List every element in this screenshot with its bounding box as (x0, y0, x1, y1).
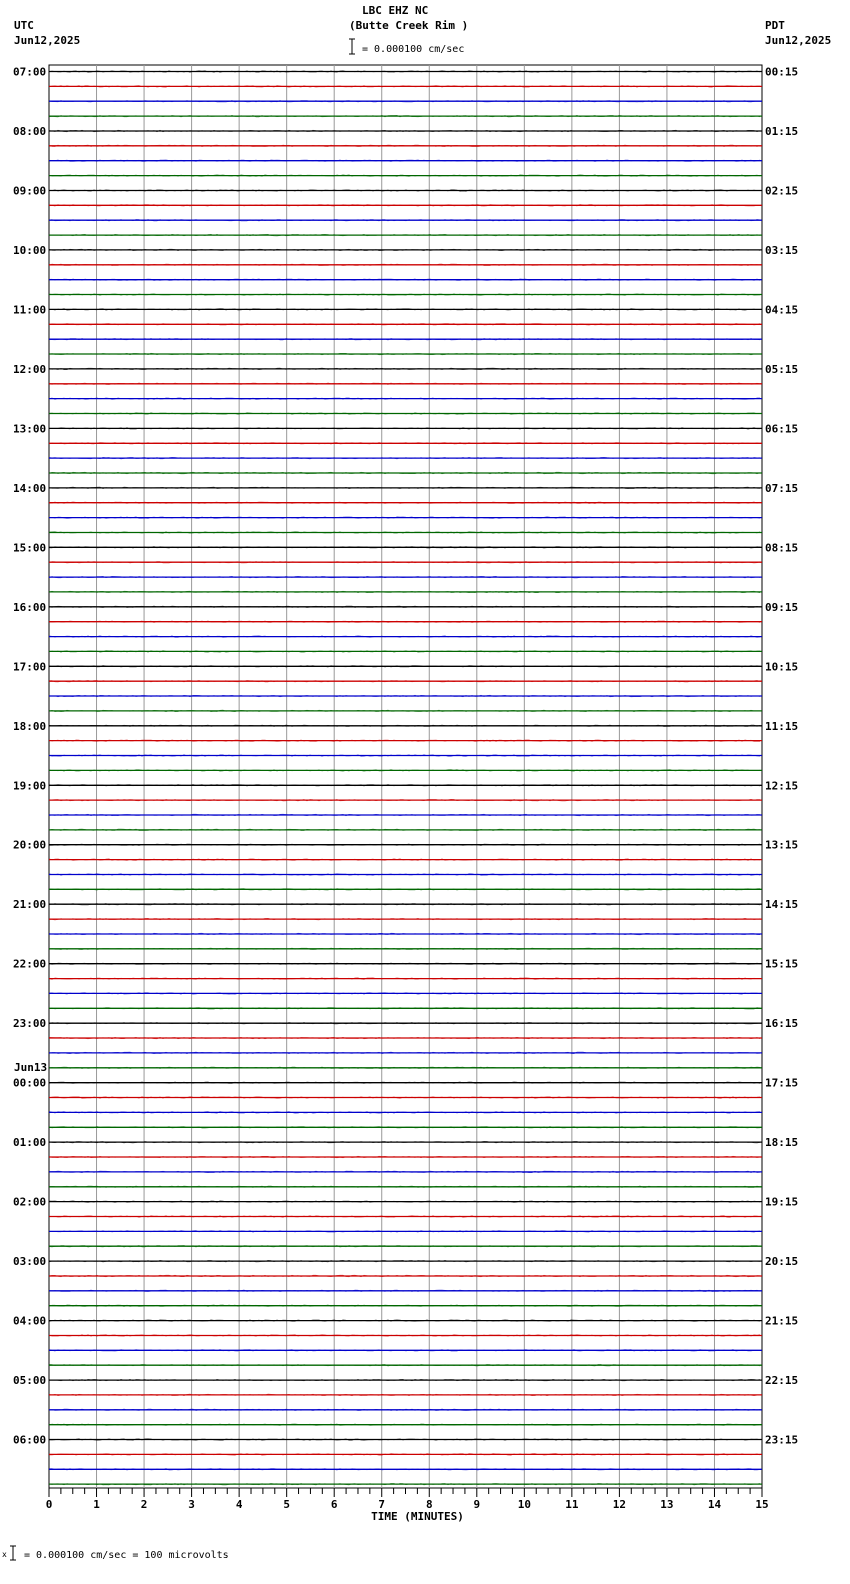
x-tick-label: 0 (45, 1498, 53, 1511)
utc-hour-label: 15:00 (13, 541, 47, 555)
utc-hour-label: 04:00 (13, 1314, 47, 1328)
pdt-hour-label: 04:15 (765, 303, 799, 317)
x-tick-label: 7 (378, 1498, 386, 1511)
pdt-hour-label: 08:15 (765, 541, 799, 555)
utc-hour-label: 20:00 (13, 838, 47, 852)
utc-hour-label: 14:00 (13, 481, 47, 495)
utc-hour-label: 09:00 (13, 184, 47, 198)
utc-hour-label: 08:00 (13, 125, 47, 138)
x-tick-label: 10 (517, 1498, 531, 1511)
utc-hour-label: 16:00 (13, 600, 47, 614)
x-tick-label: 4 (235, 1498, 243, 1511)
utc-hour-label: 05:00 (13, 1374, 47, 1388)
x-axis-label: TIME (MINUTES) (371, 1510, 464, 1523)
x-tick-label: 15 (755, 1498, 769, 1511)
pdt-hour-label: 21:15 (765, 1314, 799, 1328)
pdt-hour-label: 00:15 (765, 65, 799, 79)
utc-hour-label: 21:00 (13, 898, 47, 912)
station-title: LBC EHZ NC (362, 4, 429, 17)
pdt-hour-label: 15:15 (765, 957, 799, 971)
pdt-hour-label: 20:15 (765, 1255, 799, 1269)
x-tick-label: 3 (188, 1498, 195, 1511)
x-tick-label: 9 (473, 1498, 481, 1511)
pdt-hour-label: 18:15 (765, 1136, 799, 1150)
date-change-label: Jun13 (14, 1061, 48, 1074)
pdt-hour-label: 14:15 (765, 898, 799, 912)
pdt-hour-label: 17:15 (765, 1076, 799, 1090)
x-tick-label: 8 (425, 1498, 433, 1511)
pdt-hour-label: 05:15 (765, 362, 799, 376)
pdt-hour-label: 16:15 (765, 1017, 799, 1031)
utc-hour-label: 02:00 (13, 1195, 47, 1209)
pdt-hour-label: 06:15 (765, 422, 799, 436)
x-tick-label: 13 (660, 1498, 674, 1511)
utc-hour-label: 06:00 (13, 1433, 47, 1447)
x-tick-label: 14 (707, 1498, 722, 1511)
x-tick-label: 5 (283, 1498, 290, 1511)
pdt-hour-label: 11:15 (765, 719, 799, 733)
pdt-hour-label: 01:15 (765, 125, 799, 138)
utc-hour-label: 10:00 (13, 243, 47, 257)
utc-zone-label: UTC (14, 19, 34, 32)
utc-hour-label: 01:00 (13, 1136, 47, 1150)
x-tick-label: 11 (565, 1498, 579, 1511)
x-tick-label: 1 (93, 1498, 100, 1511)
pdt-hour-label: 22:15 (765, 1374, 799, 1388)
x-tick-label: 2 (140, 1498, 148, 1511)
pdt-hour-label: 19:15 (765, 1195, 799, 1209)
x-tick-label: 12 (612, 1498, 627, 1511)
pdt-hour-label: 09:15 (765, 600, 799, 614)
pdt-hour-label: 12:15 (765, 779, 799, 793)
pdt-hour-label: 03:15 (765, 243, 799, 257)
utc-hour-label: 12:00 (13, 362, 47, 376)
svg-text:x: x (2, 1550, 7, 1559)
utc-hour-label: 03:00 (13, 1255, 47, 1269)
utc-hour-label: 19:00 (13, 779, 47, 793)
pdt-hour-label: 23:15 (765, 1433, 799, 1447)
utc-date-label: Jun12,2025 (14, 34, 81, 47)
utc-hour-label: 07:00 (13, 65, 47, 79)
utc-hour-label: 17:00 (13, 660, 47, 674)
pdt-hour-label: 10:15 (765, 660, 799, 674)
utc-hour-label: 11:00 (13, 303, 47, 317)
utc-hour-label: 22:00 (13, 957, 47, 971)
utc-hour-label: 00:00 (13, 1076, 47, 1090)
pdt-hour-label: 13:15 (765, 838, 799, 852)
x-tick-label: 6 (330, 1498, 338, 1511)
pdt-date-label: Jun12,2025 (765, 34, 832, 47)
pdt-hour-label: 02:15 (765, 184, 799, 198)
utc-hour-label: 18:00 (13, 719, 47, 733)
pdt-zone-label: PDT (765, 19, 785, 32)
utc-hour-label: 13:00 (13, 422, 47, 436)
footer-scale-text: = 0.000100 cm/sec = 100 microvolts (24, 1550, 229, 1561)
utc-hour-label: 23:00 (13, 1017, 47, 1031)
plot-frame (49, 65, 762, 1488)
station-subtitle: (Butte Creek Rim ) (349, 19, 469, 32)
pdt-hour-label: 07:15 (765, 481, 799, 495)
footer-mark-icon (0, 1543, 26, 1563)
scale-text: = 0.000100 cm/sec (362, 44, 465, 55)
